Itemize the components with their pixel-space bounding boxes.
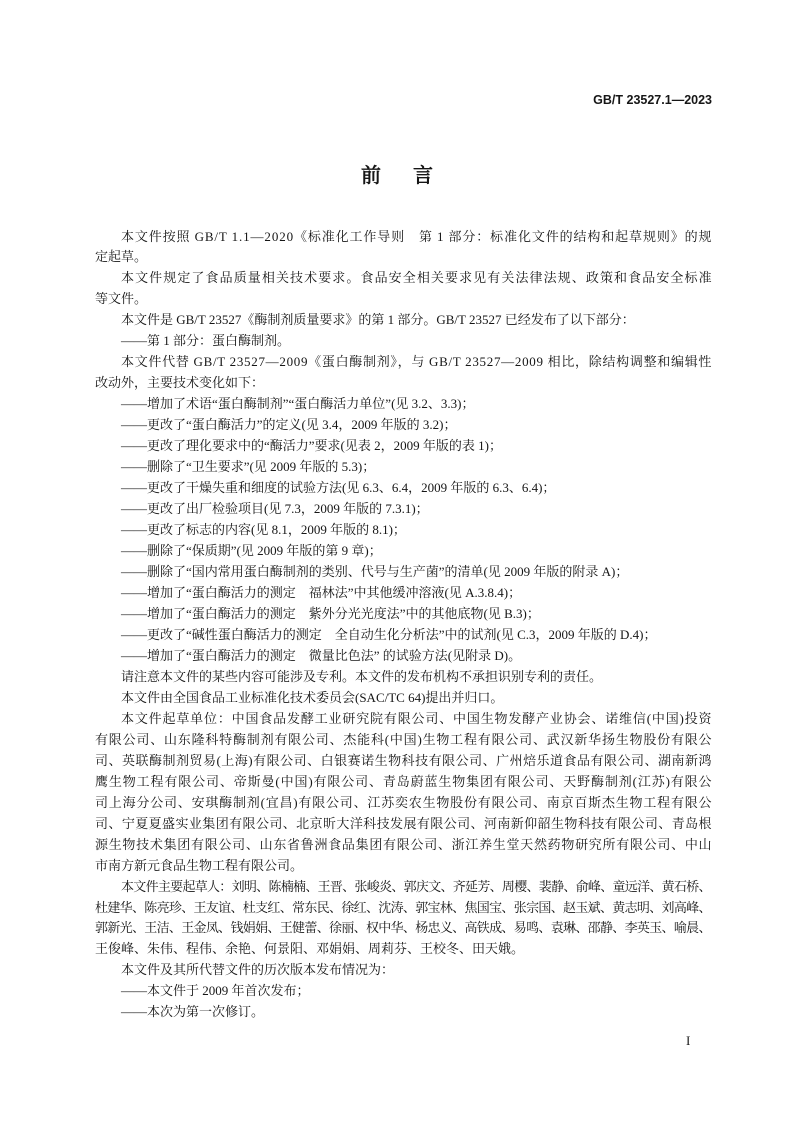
version-history-item [95, 1002, 712, 1023]
drafters-paragraph [95, 877, 712, 961]
text-line: 本文件按照 GB/T 1.1—2020《标准化工作导则 第 1 部分：标准化文件的结构和起草规则》的规 [121, 228, 713, 244]
technical-change-item [95, 457, 712, 478]
series-parts-paragraph [95, 310, 712, 331]
version-history-item [95, 981, 712, 1002]
version-history-paragraph [95, 960, 712, 981]
technical-change-item [95, 583, 712, 604]
technical-change-item [95, 478, 712, 499]
text-line: 本文件是 GB/T 23527《酶制剂质量要求》的第 1 部分。GB/T 23527 已经发布了以下部分： [121, 312, 635, 328]
drafting-units-paragraph [95, 709, 712, 877]
text-line: 本文件起草单位：中国食品发酵工业研究院有限公司、中国生物发酵产业协会、诺维信(中国)投资 [121, 710, 713, 726]
text-line: ——增加了“蛋白酶活力的测定 紫外分光光度法”中的其他底物(见 B.3)； [121, 605, 540, 621]
text-line: ——增加了“蛋白酶活力的测定 微量比色法” 的试验方法(见附录 D)。 [121, 647, 522, 663]
text-line: 本文件及其所代替文件的历次版本发布情况为： [121, 962, 395, 978]
text-line: ——删除了“卫生要求”(见 2009 年版的 5.3)； [121, 459, 376, 475]
text-line: 王俊峰、朱伟、程伟、余艳、何景阳、邓娟娟、周莉芬、王校冬、田天娥。 [95, 941, 525, 957]
text-line: 等文件。 [95, 291, 148, 307]
text-line: 请注意本文件的某些内容可能涉及专利。本文件的发布机构不承担识别专利的责任。 [121, 668, 603, 684]
text-line: 改动外，主要技术变化如下： [95, 375, 265, 391]
text-line: ——增加了术语“蛋白酶制剂”“蛋白酶活力单位”(见 3.2、3.3)； [121, 396, 475, 412]
text-line: ——本文件于 2009 年首次发布； [121, 983, 310, 999]
technical-change-item [95, 646, 712, 667]
scope-note-paragraph [95, 268, 712, 310]
text-line: 定起草。 [95, 249, 148, 265]
technical-change-item [95, 394, 712, 415]
patent-notice-paragraph [95, 667, 712, 688]
foreword-body [95, 227, 712, 1024]
technical-change-item [95, 436, 712, 457]
text-line: ——增加了“蛋白酶活力的测定 福林法”中其他缓冲溶液(见 A.3.8.4)； [121, 584, 522, 600]
proposing-committee-paragraph [95, 688, 712, 709]
part-list-item [95, 331, 712, 352]
text-line: 有限公司、山东隆科特酶制剂有限公司、杰能科(中国)生物工程有限公司、武汉新华扬生物股份有限公 [95, 731, 713, 747]
technical-change-item [95, 625, 712, 646]
drafting-rules-paragraph [95, 227, 712, 269]
text-line: ——本次为第一次修订。 [121, 1004, 265, 1020]
text-line: ——删除了“保质期”(见 2009 年版的第 9 章)； [121, 543, 382, 559]
text-line: ——第 1 部分：蛋白酶制剂。 [121, 333, 291, 349]
technical-change-item [95, 562, 712, 583]
text-line: 司、宁夏夏盛实业集团有限公司、北京昕大洋科技发展有限公司、河南新仰韶生物科技有限公司、青岛根 [95, 815, 712, 831]
text-line: 司上海分公司、安琪酶制剂(宜昌)有限公司、江苏奕农生物股份有限公司、南京百斯杰生物工程有限公 [95, 794, 713, 810]
text-line: 杜建华、陈亮珍、王友谊、杜支红、常东民、徐红、沈涛、郭宝林、焦国宝、张宗国、赵玉斌、黄志明、刘高峰、 [95, 899, 711, 915]
replacement-paragraph [95, 352, 712, 394]
text-line: 司、英联酶制剂贸易(上海)有限公司、白银赛诺生物科技有限公司、广州焙乐道食品有限公司、湖南新鸿 [95, 752, 713, 768]
text-line: 本文件规定了食品质量相关技术要求。食品安全相关要求见有关法律法规、政策和食品安全标准 [121, 270, 713, 286]
text-line: ——更改了“蛋白酶活力”的定义(见 3.4，2009 年版的 3.2)； [121, 417, 457, 433]
text-line: 本文件代替 GB/T 23527—2009《蛋白酶制剂》，与 GB/T 23527—2009 相比，除结构调整和编辑性 [121, 354, 713, 370]
text-line: 鹰生物工程有限公司、帝斯曼(中国)有限公司、青岛蔚蓝生物集团有限公司、天野酶制剂(江苏)有限公 [95, 773, 713, 789]
text-line: 本文件主要起草人：刘明、陈楠楠、王晋、张峻炎、郭庆文、齐延芳、周樱、裴静、俞峰、童远洋、黄石桥、 [121, 878, 711, 894]
text-line: 源生物技术集团有限公司、山东省鲁洲食品集团有限公司、浙江养生堂天然药物研究所有限公司、中山 [95, 836, 713, 852]
page-number: I [686, 1033, 691, 1048]
technical-change-item [95, 520, 712, 541]
text-line: 市南方新元食品生物工程有限公司。 [95, 857, 304, 873]
text-line: 郭新光、王洁、王金凤、钱娟娟、王健蕾、徐丽、权中华、杨忠义、高铁成、易鸣、袁琳、邵静、李英玉、喻晨、 [95, 920, 711, 936]
technical-change-item [95, 541, 712, 562]
text-line: ——更改了“碱性蛋白酶活力的测定 全自动生化分析法”中的试剂(见 C.3，2009 年版的 D.4)； [121, 626, 657, 642]
page-title: 前 言 [361, 163, 439, 187]
standard-number: GB/T 23527.1—2023 [593, 93, 712, 107]
technical-change-item [95, 415, 712, 436]
text-line: ——更改了出厂检验项目(见 7.3，2009 年版的 7.3.1)； [121, 501, 429, 517]
technical-change-item [95, 604, 712, 625]
technical-change-item [95, 499, 712, 520]
text-line: ——更改了标志的内容(见 8.1，2009 年版的 8.1)； [121, 522, 406, 538]
text-line: ——删除了“国内常用蛋白酶制剂的类别、代号与生产菌”的清单(见 2009 年版的附录 A)； [121, 564, 629, 579]
text-line: ——更改了干燥失重和细度的试验方法(见 6.3、6.4，2009 年版的 6.3、6.4)； [121, 480, 556, 496]
text-line: 本文件由全国食品工业标准化技术委员会(SAC/TC 64)提出并归口。 [121, 689, 504, 705]
text-line: ——更改了理化要求中的“酶活力”要求(见表 2，2009 年版的表 1)； [121, 438, 502, 454]
